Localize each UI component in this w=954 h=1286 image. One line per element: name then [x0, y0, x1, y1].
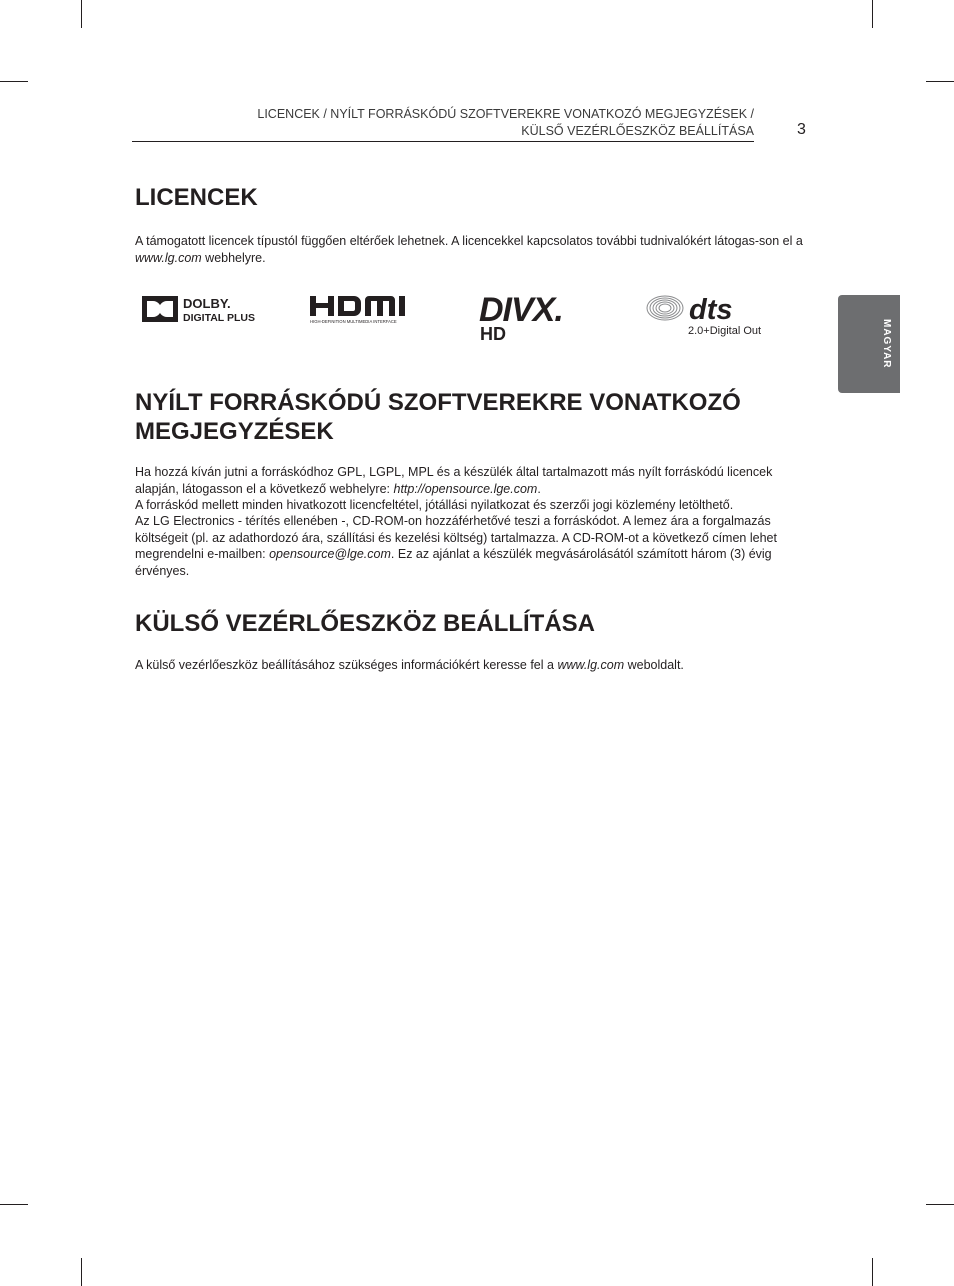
external-control-text-before: A külső vezérlőeszköz beállításához szükséges információkért keresse fel a: [135, 658, 558, 672]
dts-subtitle: 2.0+Digital Out: [688, 325, 762, 337]
crop-mark: [872, 1258, 873, 1286]
crop-mark: [0, 81, 28, 82]
open-source-p3-end: . Ez az ajánlat a készülék megvásárolásától számított három (3) évig érvényes.: [135, 547, 772, 578]
dolby-line1: DOLBY.: [183, 296, 231, 311]
language-tab-label: MAGYAR: [881, 319, 892, 369]
dolby-logo: [142, 294, 274, 326]
dolby-line2: DIGITAL PLUS: [183, 312, 255, 324]
crop-mark: [81, 1258, 82, 1286]
open-source-paragraph-3: [135, 513, 810, 579]
open-source-p1-end: .: [537, 481, 541, 496]
open-source-p3-text: Az LG Electronics - térítés ellenében -, CD-ROM-on hozzáférhetővé teszi a forráskódot. A lemez ára a forgalmazás költségeit (pl. az adathordozó ára, szállítási és kezelési költség) tartalmazza. A CD-ROM-ot a következő címen lehet megrendelni e-mailben:: [135, 514, 777, 561]
crop-mark: [926, 81, 954, 82]
divx-hd-logo: [479, 292, 601, 342]
running-head-line2: KÜLSŐ VEZÉRLŐESZKÖZ BEÁLLÍTÁSA: [521, 124, 754, 138]
running-head-line1: LICENCEK / NYÍLT FORRÁSKÓDÚ SZOFTVEREKRE VONATKOZÓ MEGJEGYZÉSEK /: [257, 107, 754, 121]
open-source-paragraph-1: [135, 464, 810, 497]
licenses-text: [135, 233, 803, 266]
licenses-link[interactable]: www.lg.com: [135, 250, 202, 265]
licenses-text-after: webhelyre.: [201, 250, 266, 265]
crop-mark: [926, 1204, 954, 1205]
dts-logo: [645, 291, 769, 339]
language-tab: [838, 295, 900, 393]
open-source-link[interactable]: http://opensource.lge.com: [393, 481, 538, 496]
divx-wordmark: DIVX.: [479, 292, 563, 329]
running-head: [180, 106, 754, 140]
header-rule: [132, 141, 754, 142]
external-control-title: KÜLSŐ VEZÉRLŐESZKÖZ BEÁLLÍTÁSA: [135, 610, 596, 637]
open-source-p1-text: Ha hozzá kíván jutni a forráskódhoz GPL, LGPL, MPL és a készülék által tartalmazott más nyílt forráskódú licencek alapján, látogasson el a következő webhelyre:: [135, 465, 773, 496]
licenses-title: LICENCEK: [135, 184, 258, 211]
hdmi-logo: [309, 293, 431, 325]
open-source-title: [135, 388, 815, 446]
crop-mark: [0, 1204, 28, 1205]
page-number: 3: [797, 121, 806, 138]
divx-hd-label: HD: [480, 324, 506, 342]
open-source-title-line2: MEGJEGYZÉSEK: [135, 418, 334, 445]
open-source-email[interactable]: opensource@lge.com: [269, 547, 391, 561]
licenses-text-before: A támogatott licencek típustól függően eltérőek lehetnek. A licencekkel kapcsolatos további tudnivalókért látogas-son el a: [135, 234, 803, 248]
external-control-text: [135, 657, 810, 674]
crop-mark: [81, 0, 82, 28]
external-control-link[interactable]: www.lg.com: [557, 658, 625, 672]
open-source-title-line1: NYÍLT FORRÁSKÓDÚ SZOFTVEREKRE VONATKOZÓ: [135, 389, 741, 416]
external-control-text-after: weboldalt.: [624, 658, 684, 672]
crop-mark: [872, 0, 873, 28]
hdmi-subtitle: HIGH-DEFINITION MULTIMEDIA INTERFACE: [310, 319, 397, 324]
open-source-paragraph-2: A forráskód mellett minden hivatkozott licencfeltétel, jótállási nyilatkozat és szerzői jogi közlemény letölthető.: [135, 498, 734, 512]
dts-wordmark: dts: [689, 294, 733, 326]
